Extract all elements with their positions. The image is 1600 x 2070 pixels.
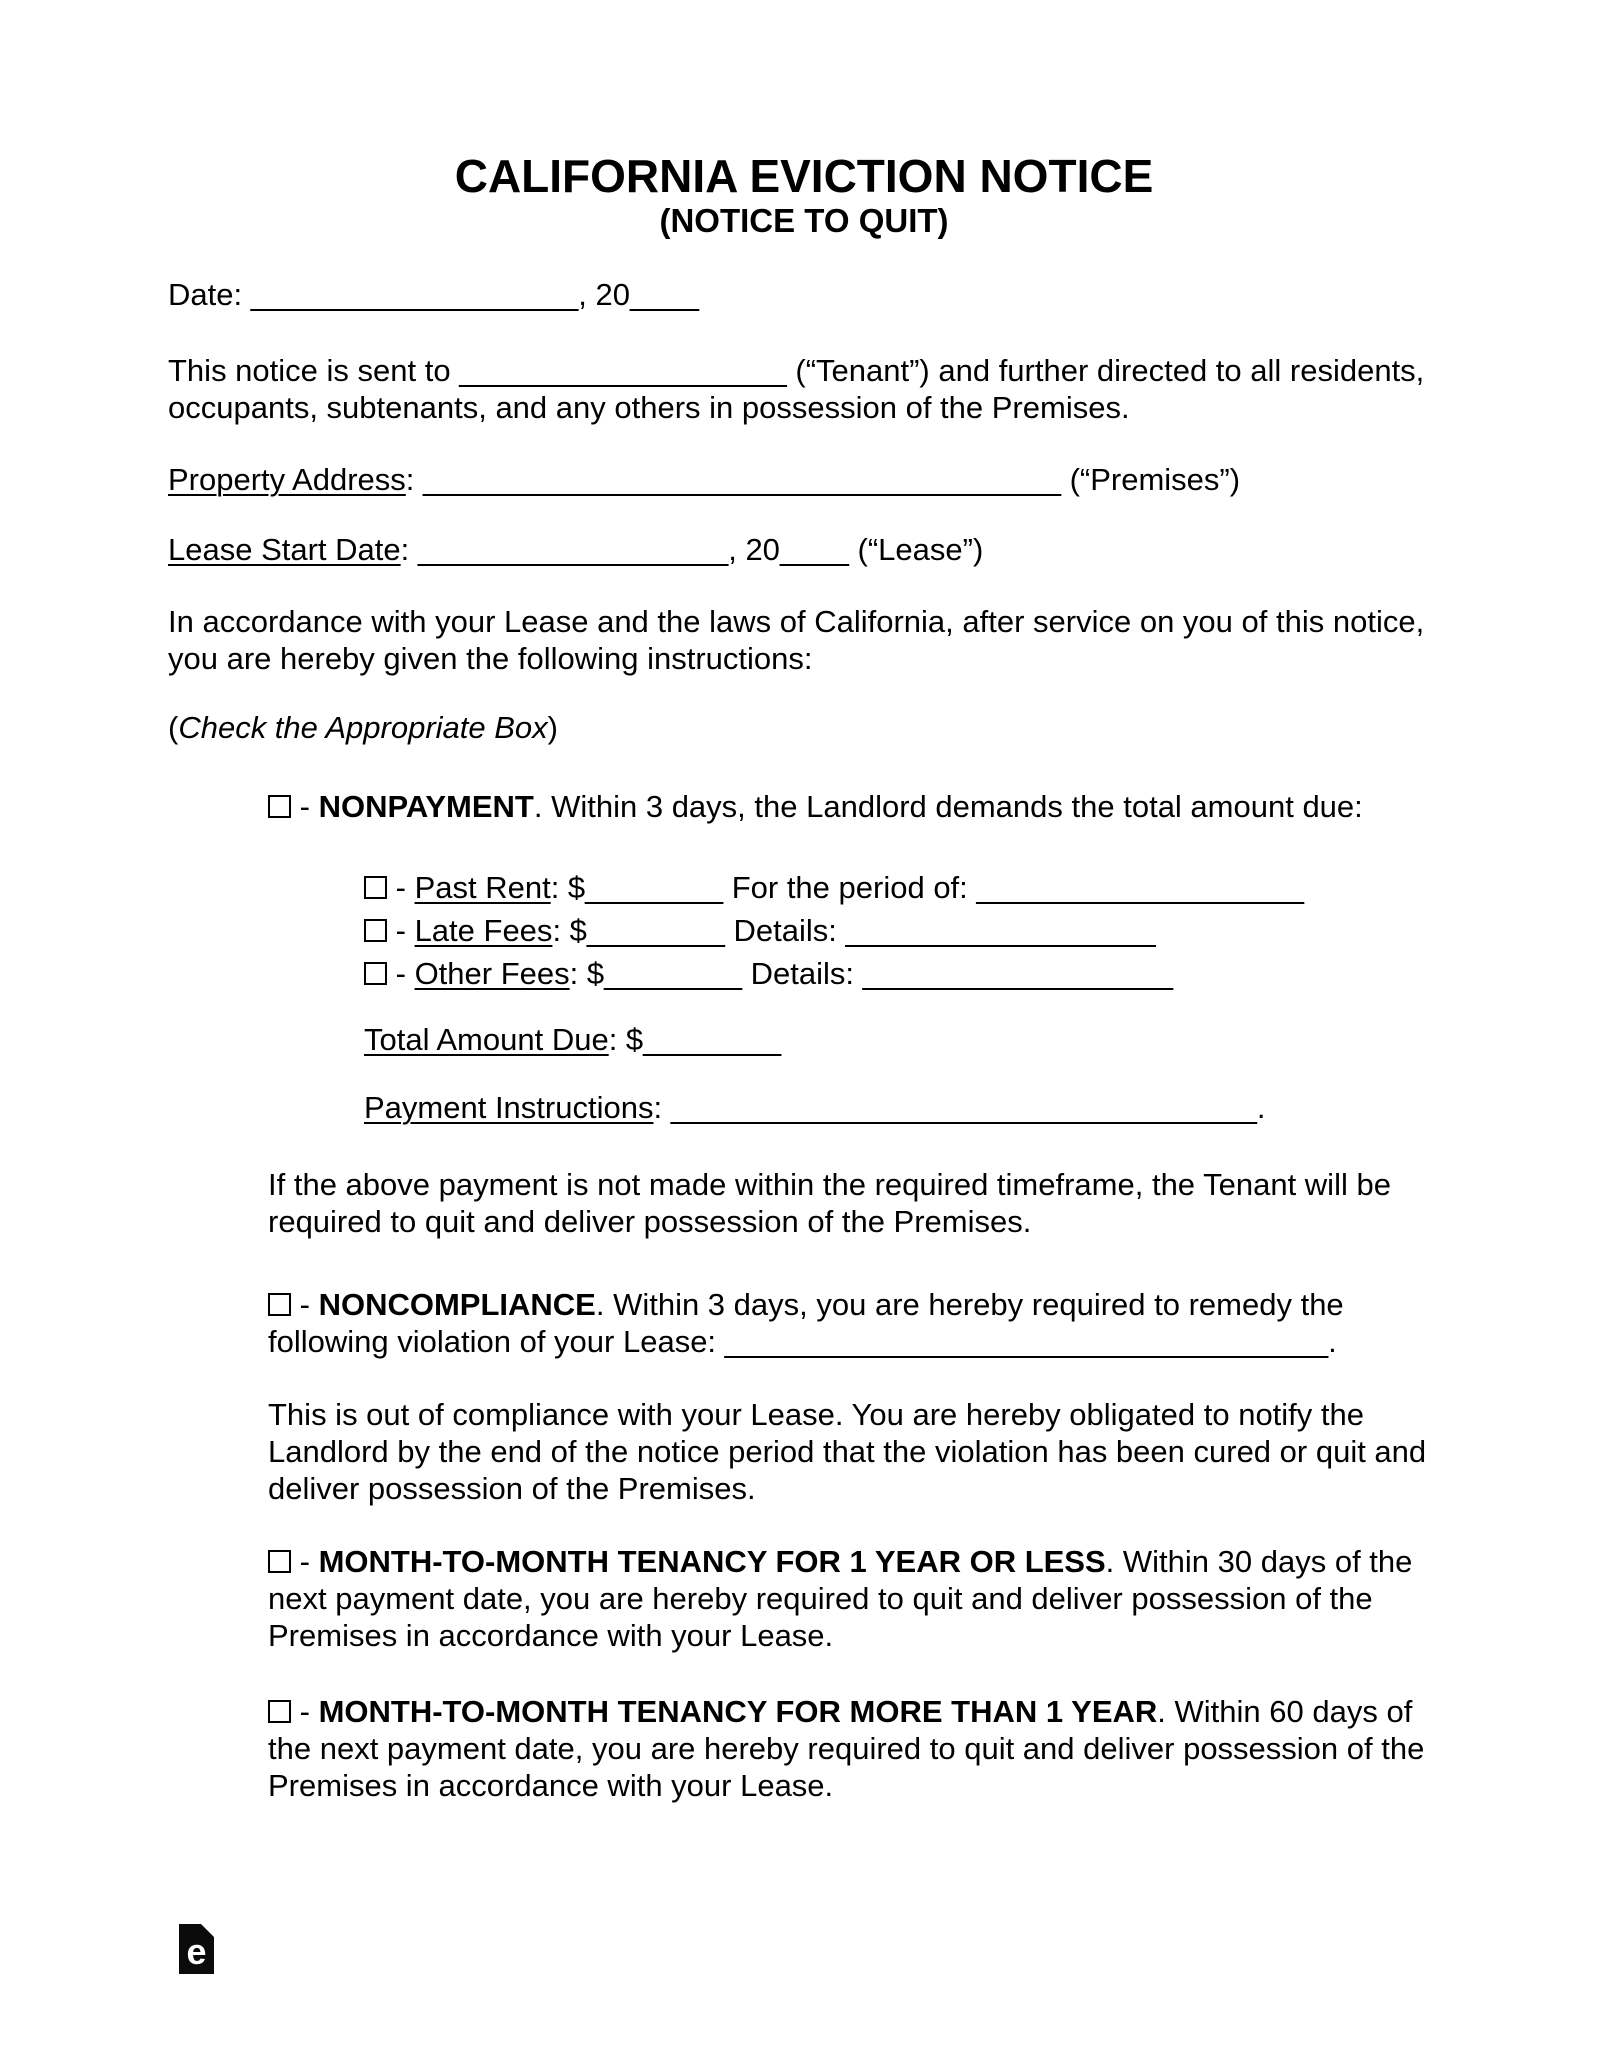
late-fees-details-label: Details: <box>724 913 846 948</box>
eforms-logo <box>179 1924 214 1974</box>
noncompliance-label: NONCOMPLIANCE <box>318 1287 596 1322</box>
document-title: CALIFORNIA EVICTION NOTICE <box>454 150 1154 202</box>
mtm-long-label: MONTH-TO-MONTH TENANCY FOR MORE THAN 1 YEAR <box>318 1694 1158 1729</box>
tenant-paragraph <box>168 352 1440 426</box>
lease-start-post: (“Lease”) <box>848 532 984 567</box>
property-address-blank[interactable]: _____________________________________ <box>423 462 1061 497</box>
fee-list <box>364 866 1440 995</box>
noncompliance-text: . Within 3 days, you are hereby required to remedy the following violation of your Lease: <box>268 1287 1344 1359</box>
mtm-short-label: MONTH-TO-MONTH TENANCY FOR 1 YEAR OR LESS <box>318 1544 1106 1579</box>
nonpayment-label: NONPAYMENT <box>318 789 534 824</box>
past-rent-amt-pre: : $ <box>550 870 586 905</box>
property-address-label: Property Address <box>168 462 406 497</box>
mtm-long-text: . Within 60 days of the next payment date, you are hereby required to quit and deliver possession of the Premises in accordance with your Lease. <box>268 1694 1425 1803</box>
date-blank[interactable]: ___________________ <box>250 277 579 312</box>
instructions-paragraph: In accordance with your Lease and the laws of California, after service on you of this notice, you are hereby given the following instructions: <box>168 604 1425 676</box>
late-fees-details-blank[interactable]: __________________ <box>845 913 1156 948</box>
mtm-short-dash: - <box>291 1544 319 1579</box>
check-note-open: ( <box>168 710 179 745</box>
late-fees-checkbox[interactable] <box>364 919 387 942</box>
noncompliance-period: . <box>1328 1324 1337 1359</box>
nonpayment-text: . Within 3 days, the Landlord demands the total amount due: <box>533 789 1363 824</box>
property-address-sep: : <box>405 462 424 497</box>
payment-instructions-line <box>364 1089 1440 1126</box>
late-fees-row <box>364 909 1440 952</box>
past-rent-row <box>364 866 1440 909</box>
month-to-month-long-checkbox[interactable] <box>268 1700 291 1723</box>
mtm-short-text: . Within 30 days of the next payment date, you are hereby required to quit and deliver possession of the Premises in accordance with your Lease. <box>268 1544 1413 1653</box>
nonpayment-dash: - <box>291 789 319 824</box>
late-fees-amt-pre: : $ <box>552 913 587 948</box>
mtm-long-dash: - <box>291 1694 319 1729</box>
other-fees-row <box>364 952 1440 995</box>
past-rent-dash: - <box>387 870 415 905</box>
noncompliance-checkbox[interactable] <box>268 1293 291 1316</box>
lease-start-label: Lease Start Date <box>168 532 401 567</box>
noncompliance-dash: - <box>291 1287 319 1322</box>
payment-instructions-period: . <box>1256 1090 1266 1125</box>
late-fees-dash: - <box>387 913 415 948</box>
date-label: Date: <box>168 277 251 312</box>
month-to-month-short-option <box>268 1543 1440 1654</box>
payment-instructions-label: Payment Instructions <box>364 1090 654 1125</box>
date-mid: , 20 <box>578 277 631 312</box>
check-note-close: ) <box>547 710 558 745</box>
lease-start-line <box>168 531 1440 568</box>
date-year-blank[interactable]: ____ <box>630 277 699 312</box>
tenant-pre-text: This notice is sent to <box>168 353 460 388</box>
past-rent-label: Past Rent <box>414 870 551 905</box>
tenant-name-blank[interactable]: ___________________ <box>459 353 787 388</box>
nonpayment-option <box>268 788 1440 825</box>
lease-start-sep: : <box>400 532 418 567</box>
check-note-text: Check the Appropriate Box <box>178 710 548 745</box>
other-fees-label: Other Fees <box>414 956 570 991</box>
noncompliance-violation-blank[interactable]: ___________________________________ <box>724 1324 1329 1359</box>
property-address-post: (“Premises”) <box>1060 462 1241 497</box>
total-amount-line <box>364 1021 1440 1058</box>
total-amount-blank[interactable]: ________ <box>643 1022 782 1057</box>
other-fees-dash: - <box>387 956 415 991</box>
lease-year-blank[interactable]: ____ <box>779 532 849 567</box>
total-amount-label: Total Amount Due <box>364 1022 609 1057</box>
noncompliance-option <box>268 1286 1440 1360</box>
month-to-month-short-checkbox[interactable] <box>268 1550 291 1573</box>
past-rent-amount-blank[interactable]: ________ <box>585 870 724 905</box>
other-fees-checkbox[interactable] <box>364 962 387 985</box>
late-fees-label: Late Fees <box>414 913 553 948</box>
other-fees-details-label: Details: <box>742 956 863 991</box>
past-rent-period-label: For the period of: <box>723 870 977 905</box>
other-fees-amount-blank[interactable]: ________ <box>604 956 743 991</box>
document-subtitle: (NOTICE TO QUIT) <box>659 202 949 239</box>
other-fees-details-blank[interactable]: __________________ <box>862 956 1173 991</box>
nonpayment-consequence-paragraph: If the above payment is not made within the required timeframe, the Tenant will be required to quit and deliver possession of the Premises. <box>268 1167 1391 1239</box>
past-rent-period-blank[interactable]: ___________________ <box>976 870 1304 905</box>
date-line <box>168 276 1440 313</box>
property-address-line <box>168 461 1440 498</box>
month-to-month-long-option <box>268 1693 1440 1804</box>
lease-start-blank[interactable]: __________________ <box>417 532 729 567</box>
total-amount-sep: : $ <box>608 1022 644 1057</box>
payment-instructions-sep: : <box>653 1090 671 1125</box>
tenant-post-text: (“Tenant”) and further directed to all residents, occupants, subtenants, and any others in possession of the Premises. <box>168 353 1425 425</box>
late-fees-amount-blank[interactable]: ________ <box>586 913 725 948</box>
payment-instructions-blank[interactable]: __________________________________ <box>670 1090 1257 1125</box>
check-box-note <box>168 709 1440 746</box>
other-fees-amt-pre: : $ <box>569 956 605 991</box>
nonpayment-checkbox[interactable] <box>268 795 291 818</box>
lease-start-mid: , 20 <box>728 532 780 567</box>
past-rent-checkbox[interactable] <box>364 876 387 899</box>
eforms-logo-letter: e <box>186 1931 207 1972</box>
noncompliance-note-paragraph: This is out of compliance with your Lease. You are hereby obligated to notify the Landlord by the end of the notice period that the violation has been cured or quit and deliver possession of the Premises. <box>268 1397 1427 1506</box>
